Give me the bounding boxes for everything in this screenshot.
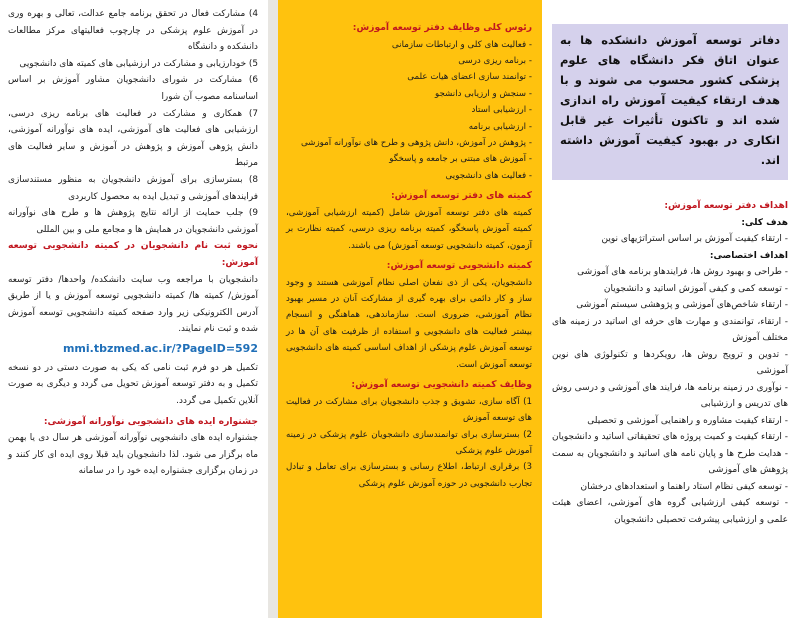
list-item: - هدایت طرح ها و پایان نامه های اساتید و دانشجویان به سمت پژوهش های آموزشی: [552, 448, 788, 476]
list-item: 5) خودارزیابی و مشارکت در ارزشیابی های کمیته های دانشجویی: [19, 58, 258, 69]
general-goal-item: - ارتقاء کیفیت آموزش بر اساس استراتژیهای نوین: [601, 234, 788, 245]
specific-goals-label: اهداف اختصاصی:: [709, 250, 788, 261]
list-item: 7) همکاری و مشارکت در فعالیت های برنامه ریزی درسی، ارزشیابی های فعالیت های آموزشی، ایده های نوآورانه آموزشی، دانش پژوهی آموزش و پژوهش در آموزش و سایر فعالیت های مرتبط: [8, 108, 258, 169]
register-heading: نحوه ثبت نام دانشجویان در کمیته دانشجویی توسعه آموزش:: [8, 240, 258, 268]
list-item: - توسعه کیفی نظام استاد راهنما و استعدادهای درخشان: [580, 481, 788, 492]
list-item: - آموزش های مبتنی بر جامعه و پاسخگو: [389, 154, 532, 165]
list-item: - توانمند سازی اعضای هیات علمی: [407, 72, 532, 83]
list-item: - ارتقاء شاخص‌های آموزشی و پژوهشی سیستم آموزشی: [576, 300, 788, 311]
committees-heading: کمیته های دفتر توسعه آموزش:: [390, 190, 532, 202]
list-item: - ارتقاء کیفیت مشاوره و راهنمایی آموزشی و تحصیلی: [587, 415, 788, 426]
right-panel: [542, 0, 800, 618]
registration-link[interactable]: mmi.tbzmed.ac.ir/?PageID=592: [62, 341, 258, 355]
list-item: - سنجش و ارزیابی دانشجو: [434, 88, 532, 99]
register-text-2: تکمیل هر دو فرم ثبت نامی که یکی به صورت دستی در دو نسخه تکمیل و به دفتر توسعه آموزش تحویل می گردد و دیگری به صورت آنلاین تکمیل می گردد.: [8, 362, 258, 407]
committees-text: کمیته های دفتر توسعه آموزش شامل (کمیته ارزشیابی آموزشی، کمیته آموزش پاسخگو، کمیته برنامه ریزی درسی، کمیته نظارت بر آزمون، کمیته دانشجویی توسعه آموزش) می باشند.: [286, 207, 532, 251]
list-item: - فعالیت های کلی و ارتباطات سازمانی: [391, 39, 532, 50]
student-committee-text: دانشجویان، یکی از ذی نفعان اصلی نظام آموزشی هستند و وجود ساز و کار دائمی برای بهره گیری از مشارکت آنان در مسیر بهبود نظام آموزشی، ضروری است. سازماندهی، هماهنگی و انسجام بیشتر فعالیت های دانشجویی و استفاده از ظرفیت های آن ها در توسعه آموزش علوم پزشکی از اهداف اساسی کمیته های دانشجویی توسعه آموزش است.: [286, 277, 532, 370]
festival-text: جشنواره ایده های دانشجویی نوآورانه آموزشی هر سال دی یا بهمن ماه برگزار می شود. لذا دانشجویان باید قبلا روی ایده ای کار کنند و در زمان برگزاری جشنواره ایده خود را در سامانه: [8, 433, 258, 477]
list-item: 3) برقراری ارتباط، اطلاع رسانی و بسترسازی برای تعامل و تبادل تجارب دانشجویی در حوزه آموزش علوم پزشکی: [286, 462, 532, 489]
list-item: - ارتقاء کیفیت و کمیت پروژه های تحقیقاتی اساتید و دانشجویان: [552, 432, 788, 443]
duties-heading: رئوس کلی وظایف دفتر توسعه آموزش:: [352, 22, 532, 33]
left-panel: [0, 0, 268, 618]
list-item: - ارتقاء، توانمندی و مهارت های حرفه ای اساتید در زمینه های مختلف آموزش: [552, 316, 788, 344]
student-committee-heading: کمیته دانشجویی توسعه آموزش:: [386, 260, 532, 272]
festival-heading: جشنواره ایده های دانشجویی نوآورانه آموزشی:: [43, 415, 258, 427]
list-item: - پژوهش در آموزش، دانش پژوهی و طرح های نوآورانه آموزشی: [300, 138, 532, 149]
list-item: - توسعه کمی و کیفی آموزش اساتید و دانشجویان: [603, 283, 788, 294]
list-item: 4) مشارکت فعال در تحقق برنامه جامع عدالت، تعالی و بهره وری در آموزش علوم پزشکی در چارچوب فعالیتهای مرکز مطالعات دانشکده و دانشگاه: [8, 9, 258, 53]
student-duties-heading: وظایف کمیته دانشجویی توسعه آموزش:: [351, 379, 532, 391]
list-item: 9) جلب حمایت از ارائه نتایج پژوهش ها و طرح های نوآورانه آموزشی دانشجویان در همایش ها و مجامع ملی و بین المللی: [8, 208, 258, 235]
register-text: دانشجویان با مراجعه وب سایت دانشکده/ واحدها/ دفتر توسعه آموزش/ کمیته ها/ کمیته دانشجویی توسعه آموزش و یا از طریق آدرس الکترونیکی زیر وارد صفحه کمیته دانشجویی توسعه آموزش شده و ثبت نام نمایند.: [8, 274, 258, 335]
list-item: 2) بسترسازی برای توانمندسازی دانشجویان علوم پزشکی در زمینه آموزش علوم پزشکی: [286, 429, 532, 456]
list-item: 6) مشارکت در شورای دانشجویان مشاور آموزش بر اساس اساسنامه مصوب آن شورا: [8, 75, 258, 102]
list-item: - فعالیت های دانشجویی: [445, 170, 532, 181]
list-item: - ارزشیابی استاد: [471, 105, 532, 116]
list-item: - توسعه کیفی ارزشیابی گروه های آموزشی، اعضای هیئت علمی و ارزشیابی پیشرفت تحصیلی دانشجویان: [552, 498, 788, 525]
fold-divider: [268, 0, 278, 618]
list-item: 8) بسترسازی برای آموزش دانشجویان به منظور مستندسازی فرایندهای آموزشی و تبدیل ایده به محصول کاربردی: [8, 174, 258, 202]
list-item: - نوآوری در زمینه برنامه ها، فرایند های آموزشی و درسی روش های تدریس و ارزشیابی: [552, 382, 788, 410]
intro-box: دفاتر توسعه آموزش دانشکده ها به عنوان اتاق فکر دانشگاه های علوم پزشکی کشور محسوب می شوند و با هدف ارتقاء کیفیت آموزش راه اندازی شده اند و تاکنون تأثیرات غیر قابل انکاری در بهبود کیفیت آموزش داشته اند.: [552, 24, 788, 180]
general-goal-label: هدف کلی:: [741, 217, 788, 228]
middle-panel: [278, 0, 542, 618]
list-item: 1) آگاه سازی، تشویق و جذب دانشجویان برای مشارکت در فعالیت های توسعه آموزش: [286, 396, 532, 424]
goals-heading: اهداف دفتر توسعه آموزش:: [664, 200, 788, 211]
list-item: - ارزشیابی برنامه: [468, 121, 532, 132]
list-item: - برنامه ریزی درسی: [458, 56, 532, 66]
list-item: - طراحی و بهبود روش ها، فرایندهاو برنامه های آموزشی: [577, 267, 788, 278]
list-item: - تدوین و ترویج روش ها، رویکردها و تکنولوژی های نوین آموزشی: [552, 349, 788, 377]
